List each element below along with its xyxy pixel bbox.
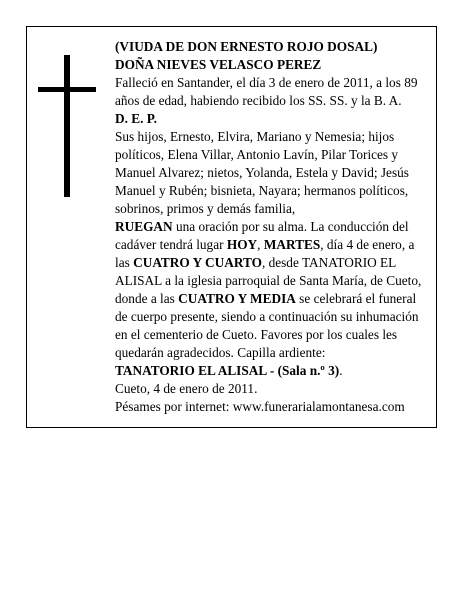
- day-today: HOY: [226, 237, 258, 252]
- chapel-line: [115, 362, 427, 380]
- separator: ,: [257, 237, 264, 252]
- date-phrase: , día 4 de enero, a las: [115, 237, 415, 270]
- cross-icon: [38, 55, 96, 197]
- route-phrase: , desde TANATORIO EL ALISAL a la iglesia parroquial de Santa María, de Cueto, donde a las: [115, 255, 422, 306]
- rip-text: D. E. P.: [115, 111, 157, 126]
- family-list: Sus hijos, Ernesto, Elvira, Mariano y Nemesia; hijos políticos, Elena Villar, Antonio Lavín, Pilar Torices y Manuel Alvarez; nietos, Yolanda, Estela y David; Jesús Manuel y Rubén; bisnieta, Nayara; hermanos políticos, sobrinos, primos y demás familia,: [115, 129, 409, 216]
- widow-line-text: (VIUDA DE DON ERNESTO ROJO DOSAL): [115, 39, 378, 54]
- place-date: Cueto, 4 de enero de 2011.: [115, 381, 258, 396]
- death-statement: Falleció en Santander, el día 3 de enero de 2011, a los 89 años de edad, habiendo recibido los SS. SS. y la B. A.: [115, 75, 418, 108]
- widow-line: [115, 38, 427, 56]
- service-details: [115, 218, 427, 362]
- burial-phrase: se celebrará el funeral de cuerpo presente, siendo a continuación su inhumación en el cementerio de Cueto. Favores por los cuales les quedarán agradecidos. Capilla ardiente:: [115, 291, 419, 360]
- funeral-time: CUATRO Y MEDIA: [178, 291, 296, 306]
- departure-time: CUATRO Y CUARTO: [133, 255, 262, 270]
- weekday: MARTES: [263, 237, 321, 252]
- deceased-name-text: DOÑA NIEVES VELASCO PEREZ: [115, 57, 322, 72]
- cross-horizontal-bar: [38, 87, 96, 92]
- cross-vertical-bar: [64, 55, 70, 197]
- condolences-line: Pésames por internet: www.funerarialamontanesa.com: [115, 399, 405, 414]
- request-bold: RUEGAN: [115, 219, 173, 234]
- request-rest: una oración por su alma. La conducción del cadáver tendrá lugar: [115, 219, 409, 252]
- chapel-name: TANATORIO EL ALISAL - (Sala n.º 3): [115, 363, 340, 378]
- chapel-end: .: [339, 363, 343, 378]
- rip-line: [115, 110, 427, 128]
- deceased-name: [115, 56, 427, 74]
- obituary-text: [115, 38, 427, 416]
